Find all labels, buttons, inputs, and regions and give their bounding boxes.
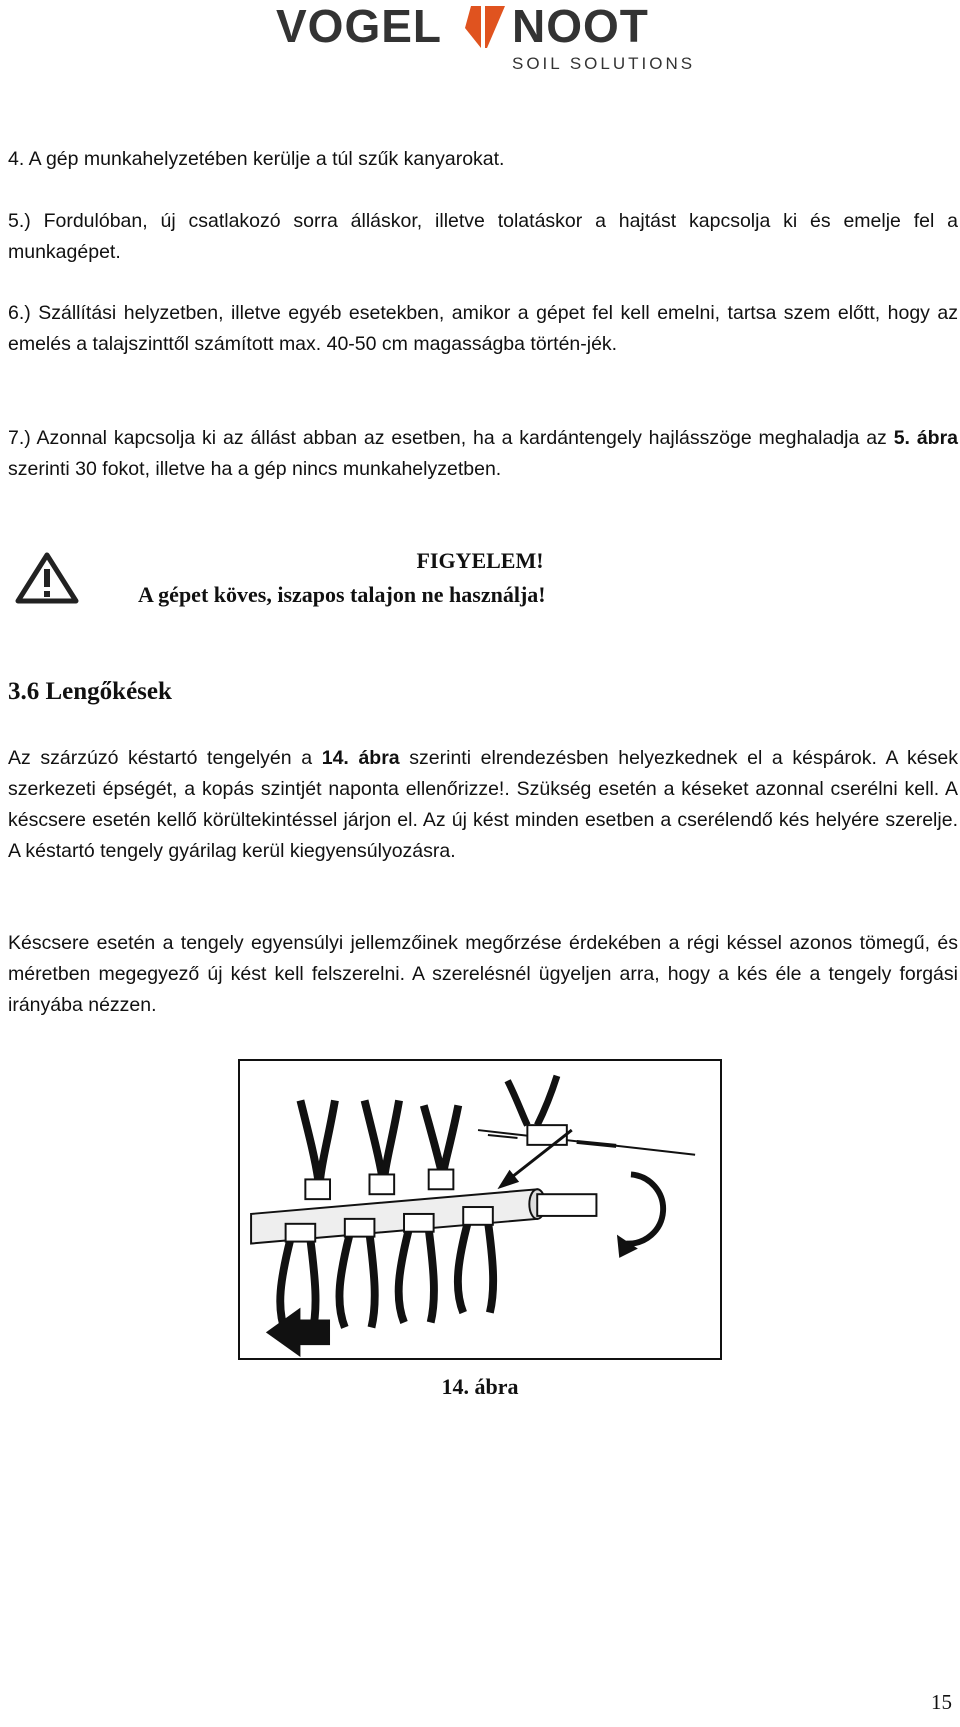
- figure-reference-14: 14. ábra: [321, 747, 400, 769]
- item-7-text-b: szerinti 30 fokot, illetve ha a gép nincs munkahelyzetben.: [8, 458, 502, 480]
- figure-caption: 14. ábra: [441, 1374, 519, 1399]
- logo-subtitle: SOIL SOLUTIONS: [512, 54, 696, 73]
- paragraph-1-text-a: Az szárzúzó késtartó tengelyén a: [8, 747, 322, 769]
- warning-title: FIGYELEM!: [416, 548, 544, 573]
- section-heading: 3.6 Lengőkések: [8, 678, 172, 705]
- item-4: 4. A gép munkahelyzetében kerülje a túl szűk kanyarokat.: [8, 148, 505, 170]
- logo-text-left: VOGEL: [276, 0, 443, 52]
- page-number: 15: [931, 1690, 952, 1714]
- warning-text: A gépet köves, iszapos talajon ne használja!: [138, 582, 546, 607]
- figure-14-illustration: [238, 1059, 722, 1360]
- paragraph-1-text-b: szerinti elrendezésben helyezkednek el a késpárok. A kések szerkezeti épségét, a kopás szintjét naponta ellenőrizze!. Szükség esetén a késeket azonnal cserélni kell. A késcsere esetén kellő körültekintéssel járjon el. Az új kést minden esetben a cserélendő kés helyére szerelje. A késtartó tengely gyárilag kerül kiegyensúlyozásra.: [8, 747, 958, 862]
- logo-text-right: NOOT: [512, 0, 649, 52]
- item-5: 5.) Fordulóban, új csatlakozó sorra álláskor, illetve tolatáskor a hajtást kapcsolja ki és emelje fel a munkagépet.: [8, 210, 958, 263]
- item-6: 6.) Szállítási helyzetben, illetve egyéb esetekben, amikor a gépet fel kell emelni, tartsa szem előtt, hogy az emelés a talajszinttől számított max. 40-50 cm magasságba történ-jék.: [8, 302, 958, 355]
- flail-shaft-drawing: [240, 1061, 720, 1358]
- section-paragraph-1: [8, 743, 958, 867]
- company-logo: [276, 0, 696, 80]
- figure-reference-5: 5. ábra: [893, 427, 959, 449]
- logo-mark-icon: [461, 4, 509, 50]
- item-7-text-a: 7.) Azonnal kapcsolja ki az állást abban az esetben, ha a kardántengely hajlásszöge meghaladja az: [8, 427, 894, 449]
- item-7: [8, 423, 958, 485]
- section-paragraph-2: Késcsere esetén a tengely egyensúlyi jellemzőinek megőrzése érdekében a régi késsel azonos tömegű, és méretben megegyező új kést kell felszerelni. A szerelésnél ügyeljen arra, hogy a kés éle a tengely forgási irányába nézzen.: [8, 932, 958, 1016]
